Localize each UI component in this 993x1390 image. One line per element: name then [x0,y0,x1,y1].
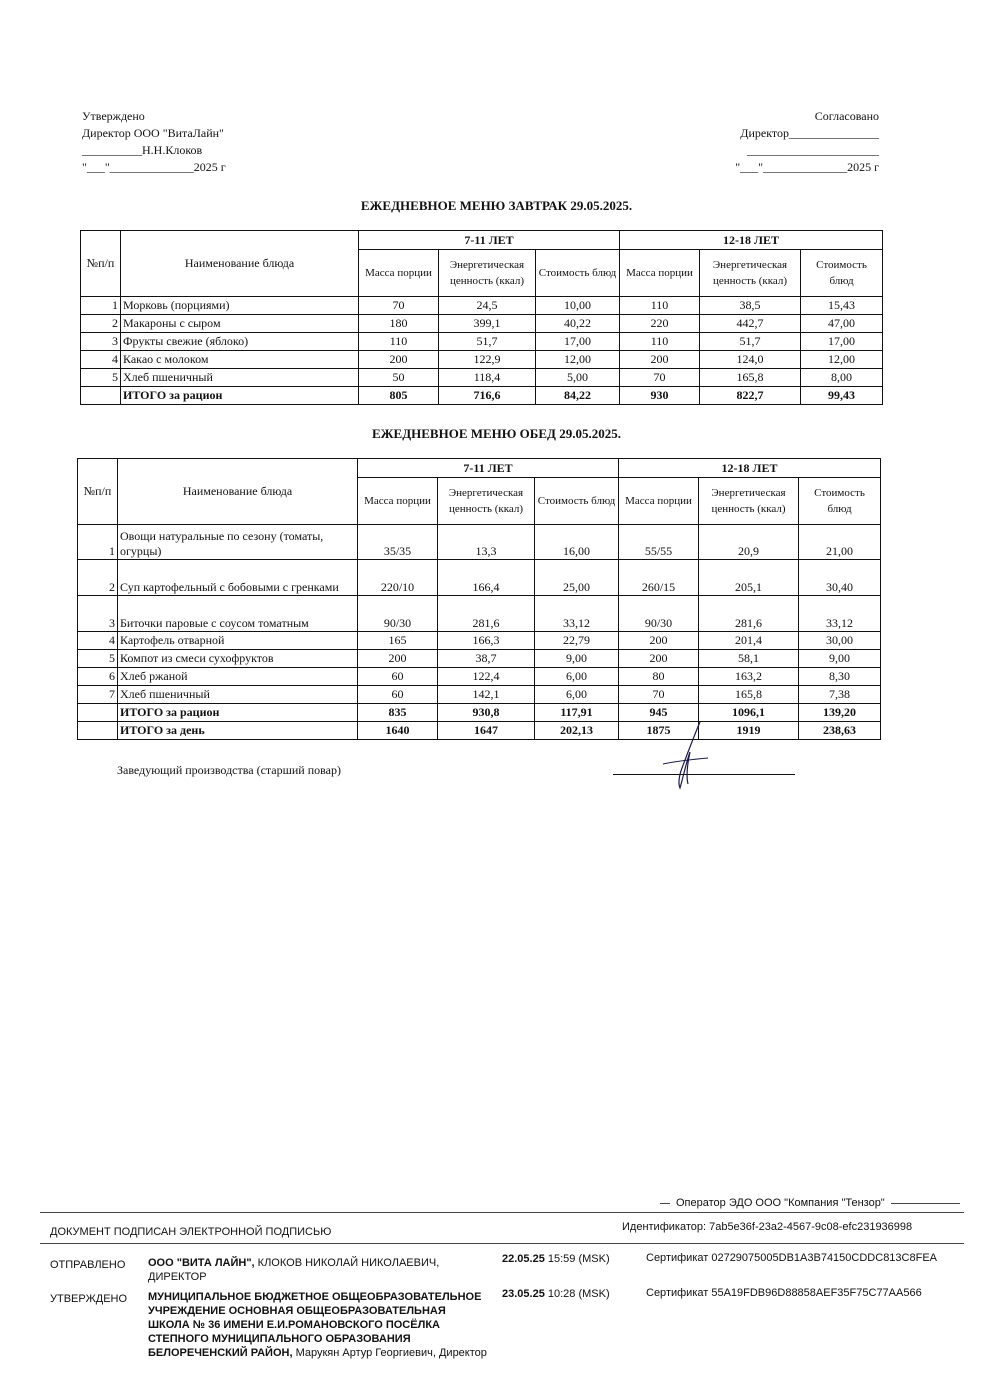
cost-7-11: 5,00 [536,369,620,387]
sent-datetime [502,1252,610,1266]
approved-signature-line: __________Н.Н.Клоков [82,143,203,157]
row-number: 7 [78,686,118,704]
sent-certificate: Сертификат 02729075005DB1A3B74150CDDC813C8FEA [646,1252,937,1264]
total-mass-12-18: 945 [619,704,699,722]
edo-operator: Оператор ЭДО ООО "Компания "Тензор" [670,1196,891,1210]
breakfast-table [80,230,883,405]
cost-12-18: 30,00 [799,632,881,650]
cost-12-18: 7,38 [799,686,881,704]
approved-datetime [502,1287,610,1301]
approved-date-line: "___"______________2025 г [82,160,226,174]
energy-12-18: 165,8 [700,369,801,387]
day-total-mass-7-11: 1640 [358,722,438,740]
day-total-cost-7-11: 202,13 [535,722,619,740]
mass-12-18: 110 [620,297,700,315]
total-cost-12-18: 99,43 [801,387,883,405]
agreed-blank-line: ______________________ [747,143,879,157]
energy-12-18: 20,9 [699,525,799,560]
agreed-date-line: "___"______________2025 г [735,160,879,174]
mass-12-18: 220 [620,315,700,333]
mass-7-11: 70 [359,297,439,315]
mass-7-11: 220/10 [358,560,438,596]
lunch-header-cost: Стоимость блюд [799,478,881,525]
row-number: 2 [78,560,118,596]
mass-12-18: 90/30 [619,596,699,632]
energy-7-11: 281,6 [438,596,535,632]
dish-name: Картофель отварной [118,632,358,650]
empty-cell [78,722,118,740]
energy-7-11: 13,3 [438,525,535,560]
total-mass-7-11: 805 [359,387,439,405]
approved-date: 23.05.25 [502,1288,545,1300]
total-row [81,387,883,405]
energy-12-18: 38,5 [700,297,801,315]
breakfast-title: ЕЖЕДНЕВНОЕ МЕНЮ ЗАВТРАК 29.05.2025. [360,198,633,213]
mass-12-18: 80 [619,668,699,686]
mass-7-11: 35/35 [358,525,438,560]
stamp-rule-mid [40,1243,964,1244]
breakfast-header-mass: Масса порции [359,250,439,297]
table-row [81,333,883,351]
mass-12-18: 55/55 [619,525,699,560]
dish-name: Какао с молоком [121,351,359,369]
row-number: 2 [81,315,121,333]
energy-12-18: 163,2 [699,668,799,686]
total-energy-12-18: 1096,1 [699,704,799,722]
day-total-energy-7-11: 1647 [438,722,535,740]
mass-7-11: 200 [359,351,439,369]
lunch-header-mass: Масса порции [619,478,699,525]
breakfast-header-energy: Энергетическая ценность (ккал) [700,250,801,297]
total-energy-12-18: 822,7 [700,387,801,405]
cost-7-11: 10,00 [536,297,620,315]
table-row [78,525,881,560]
total-cost-7-11: 84,22 [536,387,620,405]
sent-person: КЛОКОВ НИКОЛАЙ НИКОЛАЕВИЧ, ДИРЕКТОР [148,1257,440,1283]
row-number: 5 [78,650,118,668]
mass-7-11: 110 [359,333,439,351]
energy-7-11: 118,4 [439,369,536,387]
total-energy-7-11: 930,8 [438,704,535,722]
table-row [81,369,883,387]
lunch-group-12-18: 12-18 ЛЕТ [619,459,881,478]
total-mass-12-18: 930 [620,387,700,405]
dish-name: Суп картофельный с бобовыми с гренками [118,560,358,596]
breakfast-header-energy: Энергетическая ценность (ккал) [439,250,536,297]
cost-7-11: 25,00 [535,560,619,596]
approved-org: МУНИЦИПАЛЬНОЕ БЮДЖЕТНОЕ ОБЩЕОБРАЗОВАТЕЛЬНОЕ УЧРЕЖДЕНИЕ ОСНОВНАЯ ОБЩЕОБРАЗОВАТЕЛЬНАЯ ШКОЛА № 36 ИМЕНИ Е.И.РОМАНОВСКОГО ПОСЁЛКА СТЕПНОГО МУНИЦИПАЛЬНОГО ОБРАЗОВАНИЯ БЕЛОРЕЧЕНСКИЙ РАЙОН, [148,1291,482,1359]
breakfast-group-12-18: 12-18 ЛЕТ [620,231,883,250]
energy-7-11: 51,7 [439,333,536,351]
cost-7-11: 22,79 [535,632,619,650]
breakfast-header-mass: Масса порции [620,250,700,297]
cost-7-11: 16,00 [535,525,619,560]
cost-7-11: 40,22 [536,315,620,333]
day-total-mass-12-18: 1875 [619,722,699,740]
day-total-row [78,722,881,740]
row-number: 6 [78,668,118,686]
table-row [78,560,881,596]
energy-7-11: 38,7 [438,650,535,668]
energy-12-18: 124,0 [700,351,801,369]
cost-12-18: 33,12 [799,596,881,632]
cost-7-11: 9,00 [535,650,619,668]
total-label: ИТОГО за рацион [118,704,358,722]
mass-12-18: 70 [619,686,699,704]
approved-person: Марукян Артур Георгиевич, Директор [292,1347,487,1359]
chef-label: Заведующий производства (старший повар) [117,763,341,777]
sent-time: 15:59 (MSK) [544,1253,610,1265]
cost-12-18: 9,00 [799,650,881,668]
cost-7-11: 6,00 [535,668,619,686]
dish-name: Компот из смеси сухофруктов [118,650,358,668]
total-cost-12-18: 139,20 [799,704,881,722]
energy-12-18: 165,8 [699,686,799,704]
total-cost-7-11: 117,91 [535,704,619,722]
lunch-title: ЕЖЕДНЕВНОЕ МЕНЮ ОБЕД 29.05.2025. [372,426,621,441]
breakfast-header-name: Наименование блюда [121,231,359,297]
energy-12-18: 442,7 [700,315,801,333]
cost-7-11: 33,12 [535,596,619,632]
agreed-position: Директор_______________ [740,126,879,140]
row-number: 4 [78,632,118,650]
breakfast-header-cost: Стоимость блюд [801,250,883,297]
sent-org: ООО "ВИТА ЛАЙН", [148,1257,255,1269]
mass-12-18: 110 [620,333,700,351]
energy-7-11: 122,4 [438,668,535,686]
total-energy-7-11: 716,6 [439,387,536,405]
sent-signer [148,1256,488,1284]
dish-name: Макароны с сыром [121,315,359,333]
lunch-group-7-11: 7-11 ЛЕТ [358,459,619,478]
cost-12-18: 21,00 [799,525,881,560]
breakfast-header-num: №п/п [81,231,121,297]
day-total-cost-12-18: 238,63 [799,722,881,740]
agreed-block [735,108,879,176]
table-row [81,297,883,315]
lunch-header-energy: Энергетическая ценность (ккал) [699,478,799,525]
mass-7-11: 180 [359,315,439,333]
energy-7-11: 122,9 [439,351,536,369]
table-row [78,650,881,668]
mass-7-11: 60 [358,686,438,704]
lunch-header-energy: Энергетическая ценность (ккал) [438,478,535,525]
breakfast-header-cost: Стоимость блюд [536,250,620,297]
total-label: ИТОГО за рацион [121,387,359,405]
cost-12-18: 17,00 [801,333,883,351]
row-number: 3 [81,333,121,351]
energy-12-18: 58,1 [699,650,799,668]
mass-7-11: 60 [358,668,438,686]
esign-identifier: Идентификатор: 7ab5e36f-23a2-4567-9c08-efc231936998 [622,1221,913,1233]
energy-7-11: 142,1 [438,686,535,704]
lunch-header-name: Наименование блюда [118,459,358,525]
approved-signer [148,1290,488,1360]
row-number: 4 [81,351,121,369]
dish-name: Хлеб пшеничный [121,369,359,387]
energy-7-11: 166,4 [438,560,535,596]
table-row [78,686,881,704]
energy-12-18: 201,4 [699,632,799,650]
approved-label: УТВЕРЖДЕНО [50,1293,128,1305]
energy-7-11: 399,1 [439,315,536,333]
energy-12-18: 205,1 [699,560,799,596]
cost-7-11: 17,00 [536,333,620,351]
row-number: 1 [78,525,118,560]
energy-7-11: 24,5 [439,297,536,315]
empty-cell [78,704,118,722]
table-row [78,668,881,686]
total-row [78,704,881,722]
dish-name: Морковь (порциями) [121,297,359,315]
lunch-header-cost: Стоимость блюд [535,478,619,525]
sent-label: ОТПРАВЛЕНО [50,1259,126,1271]
cost-12-18: 15,43 [801,297,883,315]
table-row [78,632,881,650]
table-row [81,351,883,369]
dish-name: Фрукты свежие (яблоко) [121,333,359,351]
cost-7-11: 12,00 [536,351,620,369]
day-total-label: ИТОГО за день [118,722,358,740]
lunch-header-mass: Масса порции [358,478,438,525]
agreed-title: Согласовано [814,109,879,123]
row-number: 1 [81,297,121,315]
cost-7-11: 6,00 [535,686,619,704]
table-row [81,315,883,333]
approved-position: Директор ООО "ВитаЛайн" [82,126,224,140]
dish-name: Овощи натуральные по сезону (томаты, огурцы) [118,525,358,560]
approved-block [82,108,226,176]
mass-7-11: 50 [359,369,439,387]
approved-certificate: Сертификат 55A19FDB96D88858AEF35F75C77AA566 [646,1287,922,1299]
cost-12-18: 30,40 [799,560,881,596]
mass-7-11: 200 [358,650,438,668]
empty-cell [81,387,121,405]
total-mass-7-11: 835 [358,704,438,722]
cost-12-18: 8,30 [799,668,881,686]
mass-12-18: 260/15 [619,560,699,596]
mass-7-11: 165 [358,632,438,650]
cost-12-18: 47,00 [801,315,883,333]
stamp-rule-top [40,1212,964,1213]
row-number: 5 [81,369,121,387]
energy-12-18: 281,6 [699,596,799,632]
mass-7-11: 90/30 [358,596,438,632]
lunch-header-num: №п/п [78,459,118,525]
mass-12-18: 200 [620,351,700,369]
cost-12-18: 12,00 [801,351,883,369]
energy-7-11: 166,3 [438,632,535,650]
breakfast-group-7-11: 7-11 ЛЕТ [359,231,620,250]
day-total-energy-12-18: 1919 [699,722,799,740]
table-row [78,596,881,632]
approved-title: Утверждено [82,109,145,123]
lunch-table [77,458,881,740]
energy-12-18: 51,7 [700,333,801,351]
handwritten-signature [660,718,710,793]
esign-header: ДОКУМЕНТ ПОДПИСАН ЭЛЕКТРОННОЙ ПОДПИСЬЮ [50,1226,332,1238]
cost-12-18: 8,00 [801,369,883,387]
mass-12-18: 200 [619,650,699,668]
approved-time: 10:28 (MSK) [544,1288,610,1300]
sent-date: 22.05.25 [502,1253,545,1265]
dish-name: Биточки паровые с соусом томатным [118,596,358,632]
mass-12-18: 200 [619,632,699,650]
dish-name: Хлеб пшеничный [118,686,358,704]
dish-name: Хлеб ржаной [118,668,358,686]
mass-12-18: 70 [620,369,700,387]
row-number: 3 [78,596,118,632]
